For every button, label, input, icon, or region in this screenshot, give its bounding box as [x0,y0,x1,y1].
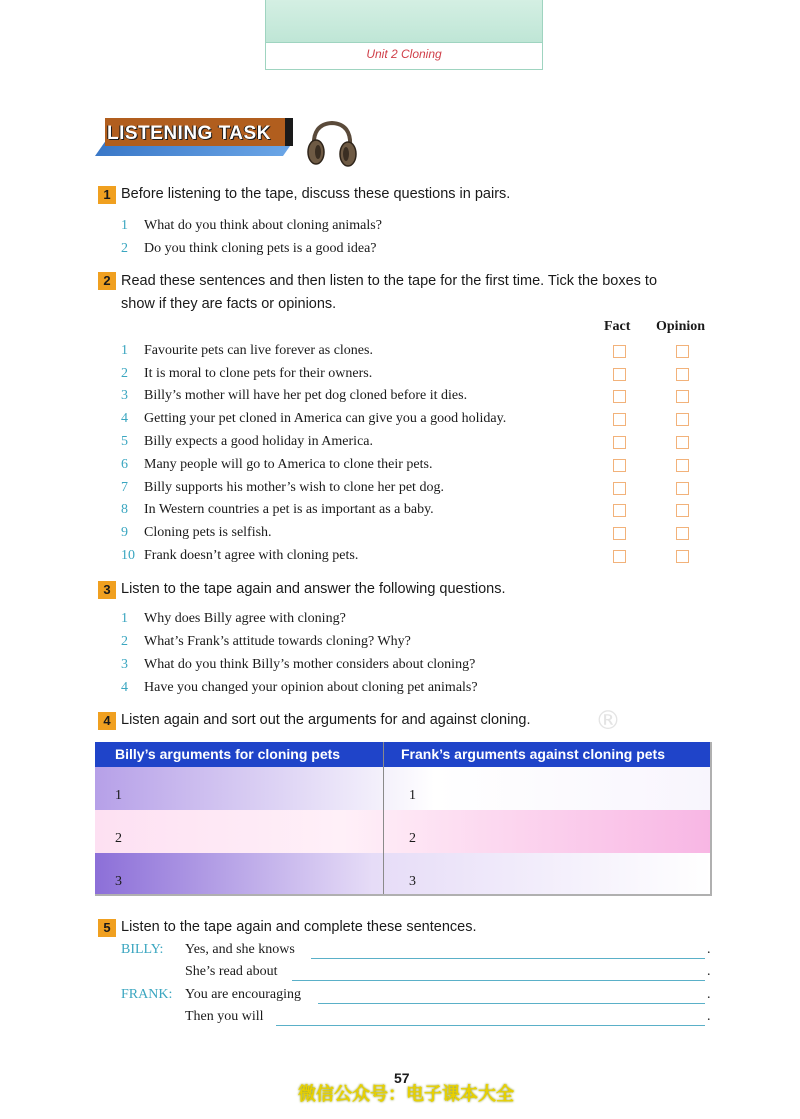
fact-checkbox[interactable] [613,345,626,358]
fact-checkbox[interactable] [613,436,626,449]
question-item [121,655,475,675]
item-text: Billy supports his mother’s wish to clone her pet dog. [144,480,444,495]
fact-checkbox[interactable] [613,368,626,381]
statement-row [121,341,373,361]
answer-line[interactable] [311,958,705,959]
opinion-checkbox[interactable] [676,459,689,472]
statement-row [121,409,506,429]
fact-checkbox[interactable] [613,527,626,540]
section-5-number: 5 [98,919,116,937]
unit-label: Unit 2 Cloning [366,47,442,61]
end-mark: . [707,987,711,1002]
item-number: 3 [121,657,128,672]
item-text: Getting your pet cloned in America can give you a good holiday. [144,411,507,426]
header-against-cloning: Frank’s arguments against cloning pets [401,746,665,762]
header-band [266,0,542,43]
sentence-prompt: Then you will [185,1009,264,1024]
fact-checkbox[interactable] [613,550,626,563]
item-text: Favourite pets can live forever as clones. [144,343,373,358]
sentence-prompt: She’s read about [185,964,278,979]
item-number: 6 [121,457,128,472]
opinion-checkbox[interactable] [676,413,689,426]
opinion-checkbox[interactable] [676,550,689,563]
statement-row [121,386,467,406]
statement-row [121,500,434,520]
opinion-checkbox[interactable] [676,436,689,449]
item-text: Cloning pets is selfish. [144,525,272,540]
speaker-label: FRANK: [121,987,173,1002]
question-item [121,632,411,652]
listening-task-banner [95,114,290,156]
question-item [121,678,478,698]
item-number: 1 [121,218,128,233]
fact-checkbox[interactable] [613,413,626,426]
item-text: What’s Frank’s attitude towards cloning? Why? [144,634,411,649]
item-number: 4 [121,680,128,695]
answer-line[interactable] [292,980,705,981]
answer-line[interactable] [276,1025,705,1026]
item-number: 5 [121,434,128,449]
registered-mark: ® [595,706,621,736]
fact-checkbox[interactable] [613,482,626,495]
section-4-instruction: Listen again and sort out the arguments for and against cloning. [121,712,531,728]
section-3-number: 3 [98,581,116,599]
item-text: Many people will go to America to clone their pets. [144,457,433,472]
statement-row [121,523,272,543]
item-text: What do you think about cloning animals? [144,218,382,233]
opinion-checkbox[interactable] [676,482,689,495]
fact-checkbox[interactable] [613,504,626,517]
item-text: What do you think Billy’s mother considers about cloning? [144,657,476,672]
fact-checkbox[interactable] [613,459,626,472]
question-item [121,609,346,629]
opinion-checkbox[interactable] [676,527,689,540]
item-number: 1 [121,611,128,626]
section-2-instruction-line1: Read these sentences and then listen to the tape for the first time. Tick the boxes to [121,273,658,289]
section-5-instruction: Listen to the tape again and complete these sentences. [121,919,477,935]
opinion-column-header: Opinion [656,319,706,334]
opinion-checkbox[interactable] [676,504,689,517]
arguments-table [95,742,712,894]
end-mark: . [707,1009,711,1024]
item-number: 2 [121,366,128,381]
banner-title: LISTENING TASK [107,123,271,144]
item-number: 1 [121,343,128,358]
list-item [121,239,377,259]
end-mark: . [707,964,711,979]
statement-row [121,546,358,566]
section-2-instruction-line2: show if they are facts or opinions. [121,296,337,312]
section-1-instruction: Before listening to the tape, discuss these questions in pairs. [121,186,511,202]
item-text: Have you changed your opinion about cloning pet animals? [144,680,478,695]
answer-line[interactable] [318,1003,705,1004]
unit-header-tab [265,0,543,70]
item-number: 2 [121,634,128,649]
fact-column-header: Fact [604,319,631,334]
cell-left: 3 [115,874,122,889]
cell-right: 3 [409,874,416,889]
page-number: 57 [394,1070,410,1086]
item-number: 9 [121,525,128,540]
opinion-checkbox[interactable] [676,345,689,358]
end-mark: . [707,942,711,957]
cell-right: 1 [409,788,416,803]
item-number: 10 [121,548,135,563]
headphones-icon [302,118,362,168]
header-for-cloning: Billy’s arguments for cloning pets [115,746,341,762]
opinion-checkbox[interactable] [676,390,689,403]
statement-row [121,364,372,384]
item-number: 4 [121,411,128,426]
table-border [95,742,712,896]
speaker-label: BILLY: [121,942,164,957]
item-text: Billy expects a good holiday in America. [144,434,374,449]
cell-right: 2 [409,831,416,846]
item-number: 7 [121,480,128,495]
section-3-instruction: Listen to the tape again and answer the following questions. [121,581,506,597]
item-number: 3 [121,388,128,403]
item-text: In Western countries a pet is as important as a baby. [144,502,434,517]
section-1-number: 1 [98,186,116,204]
statement-row [121,478,444,498]
cell-left: 1 [115,788,122,803]
watermark-text: 微信公众号：电子课本大全 [298,1084,514,1105]
item-number: 8 [121,502,128,517]
sentence-prompt: You are encouraging [185,987,301,1002]
sentence-prompt: Yes, and she knows [185,942,295,957]
section-4-number: 4 [98,712,116,730]
fact-checkbox[interactable] [613,390,626,403]
opinion-checkbox[interactable] [676,368,689,381]
item-number: 2 [121,241,128,256]
list-item [121,216,382,236]
item-text: Billy’s mother will have her pet dog cloned before it dies. [144,388,468,403]
statement-row [121,432,373,452]
item-text: Frank doesn’t agree with cloning pets. [144,548,359,563]
item-text: It is moral to clone pets for their owners. [144,366,373,381]
item-text: Do you think cloning pets is a good idea? [144,241,377,256]
item-text: Why does Billy agree with cloning? [144,611,346,626]
cell-left: 2 [115,831,122,846]
statement-row [121,455,432,475]
section-2-number: 2 [98,272,116,290]
